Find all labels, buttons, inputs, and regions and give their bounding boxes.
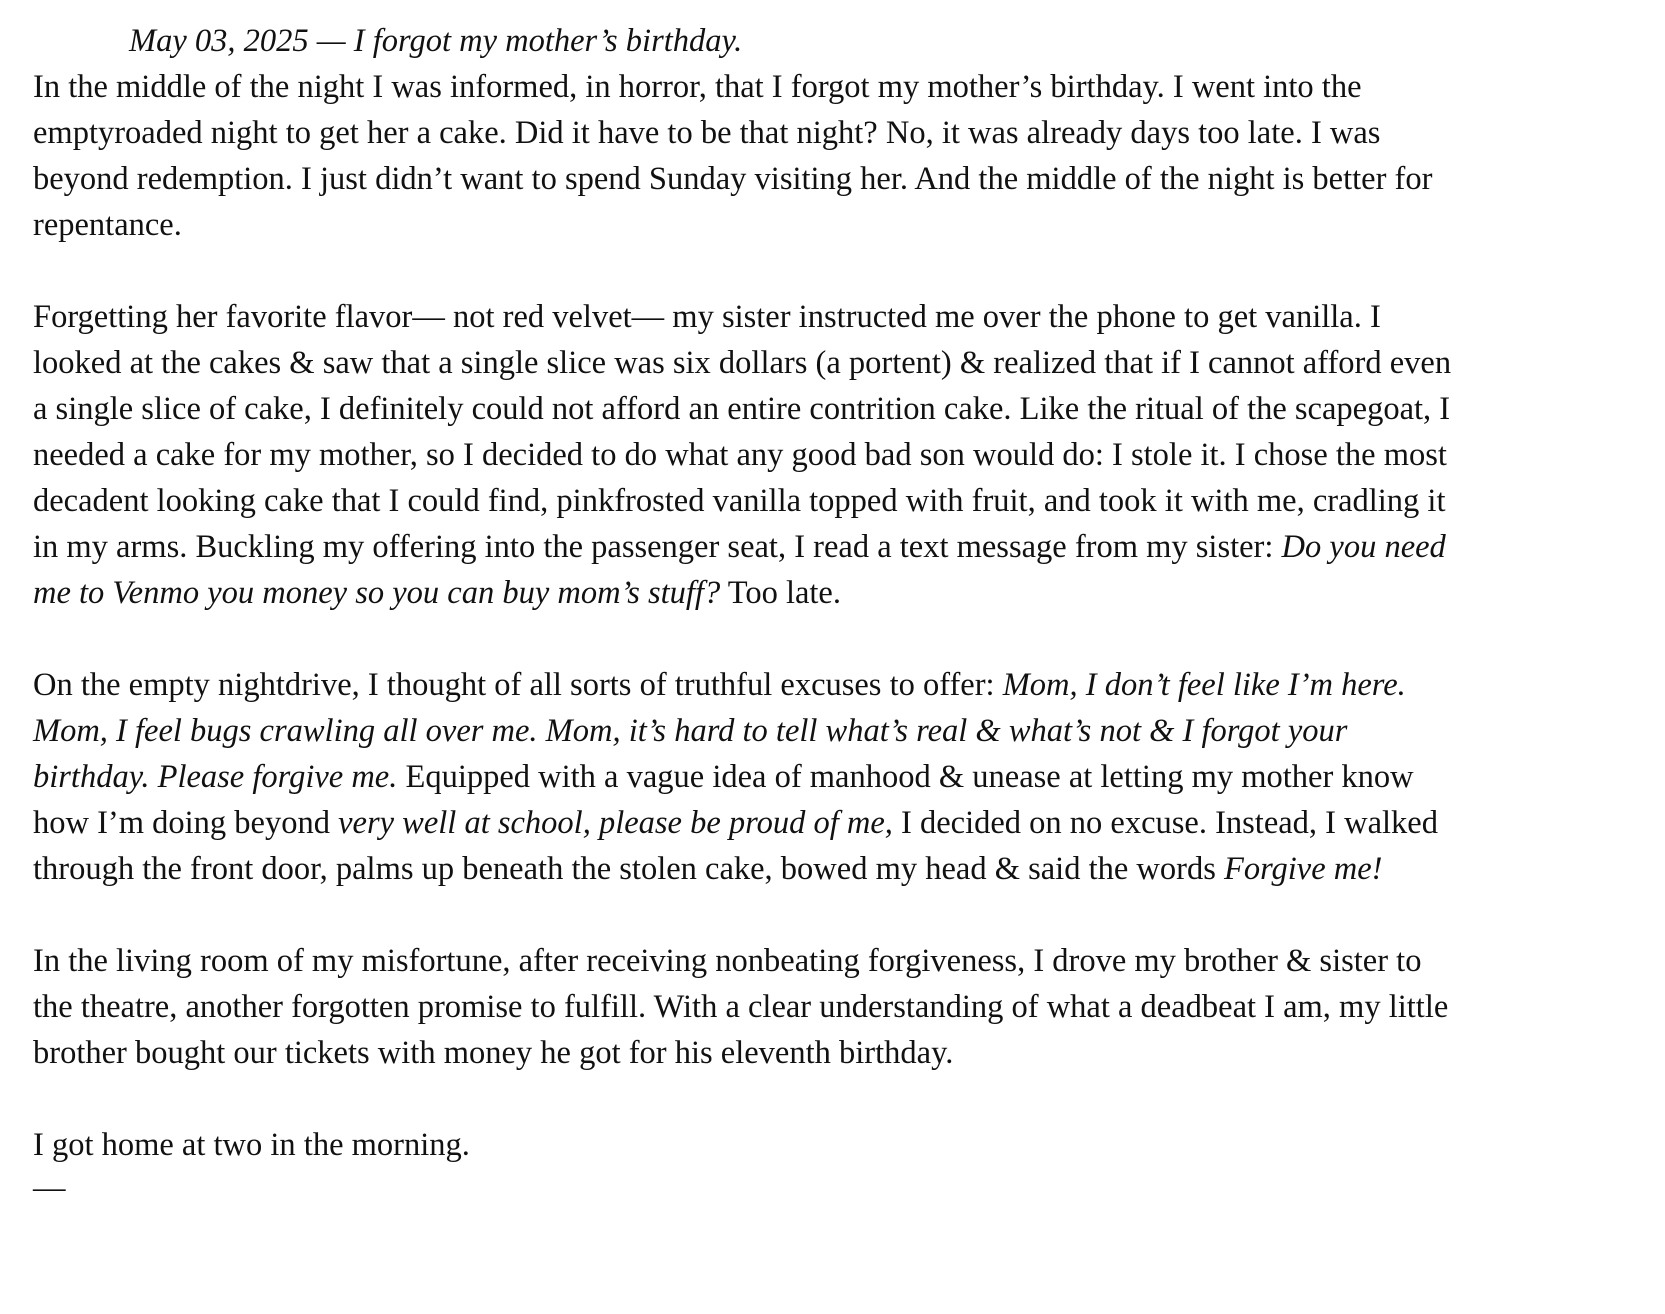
paragraph <box>33 938 1453 1076</box>
entry-date: May 03, 2025 <box>129 23 309 59</box>
paragraph <box>33 294 1453 616</box>
text-run: Too late. <box>720 575 841 611</box>
italic-text: Mom, I don’t feel like I’m here. Mom, I feel bugs crawling all over me. Mom, it’s hard to tell what’s real & what’s not & I forgot your birthday. Please forgive me. <box>33 667 1406 795</box>
text-run: In the living room of my misfortune, after receiving nonbeating forgiveness, I drove my brother & sister to the theatre, another forgotten promise to fulfill. With a clear understanding of what a deadbeat I am, my little brother bought our tickets with money he got for his eleventh birthday. <box>33 943 1449 1071</box>
italic-text: Forgive me! <box>1223 851 1383 887</box>
text-run: I decided on no excuse. Instead, I walked through the front door, palms up beneath the stolen cake, bowed my head & said the words <box>33 805 1438 887</box>
italic-text: Do you need me to Venmo you money so you can buy mom’s stuff? <box>33 529 1446 611</box>
entry-heading <box>33 18 1453 64</box>
entry-title: I forgot my mother’s birthday. <box>353 23 743 59</box>
italic-text: very well at school, please be proud of me, <box>338 805 893 841</box>
text-run: Equipped with a vague idea of manhood & unease at letting my mother know how I’m doing beyond <box>33 759 1414 841</box>
text-run: I got home at two in the morning. <box>33 1127 470 1163</box>
journal-page <box>33 18 1453 1208</box>
paragraph <box>33 64 1453 248</box>
paragraph <box>33 1122 1453 1168</box>
text-run: In the middle of the night I was informed, in horror, that I forgot my mother’s birthday. I went into the emptyroaded night to get her a cake. Did it have to be that night? No, it was already days too late. I was beyond redemption. I just didn’t want to spend Sunday visiting her. And the middle of the night is better for repentance. <box>33 69 1433 243</box>
entry-body <box>33 64 1453 1168</box>
text-run: On the empty nightdrive, I thought of all sorts of truthful excuses to offer: <box>33 667 1003 703</box>
paragraph <box>33 662 1453 892</box>
end-mark: — <box>33 1170 66 1206</box>
entry-separator: — <box>308 23 354 59</box>
text-run: Forgetting her favorite flavor— not red velvet— my sister instructed me over the phone to get vanilla. I looked at the cakes & saw that a single slice was six dollars (a portent) & realized that if I cannot afford even a single slice of cake, I definitely could not afford an entire contrition cake. Like the ritual of the scapegoat, I needed a cake for my mother, so I decided to do what any good bad son would do: I stole it. I chose the most decadent looking cake that I could find, pinkfrosted vanilla topped with fruit, and took it with me, cradling it in my arms. Buckling my offering into the passenger seat, I read a text message from my sister: <box>33 299 1452 565</box>
